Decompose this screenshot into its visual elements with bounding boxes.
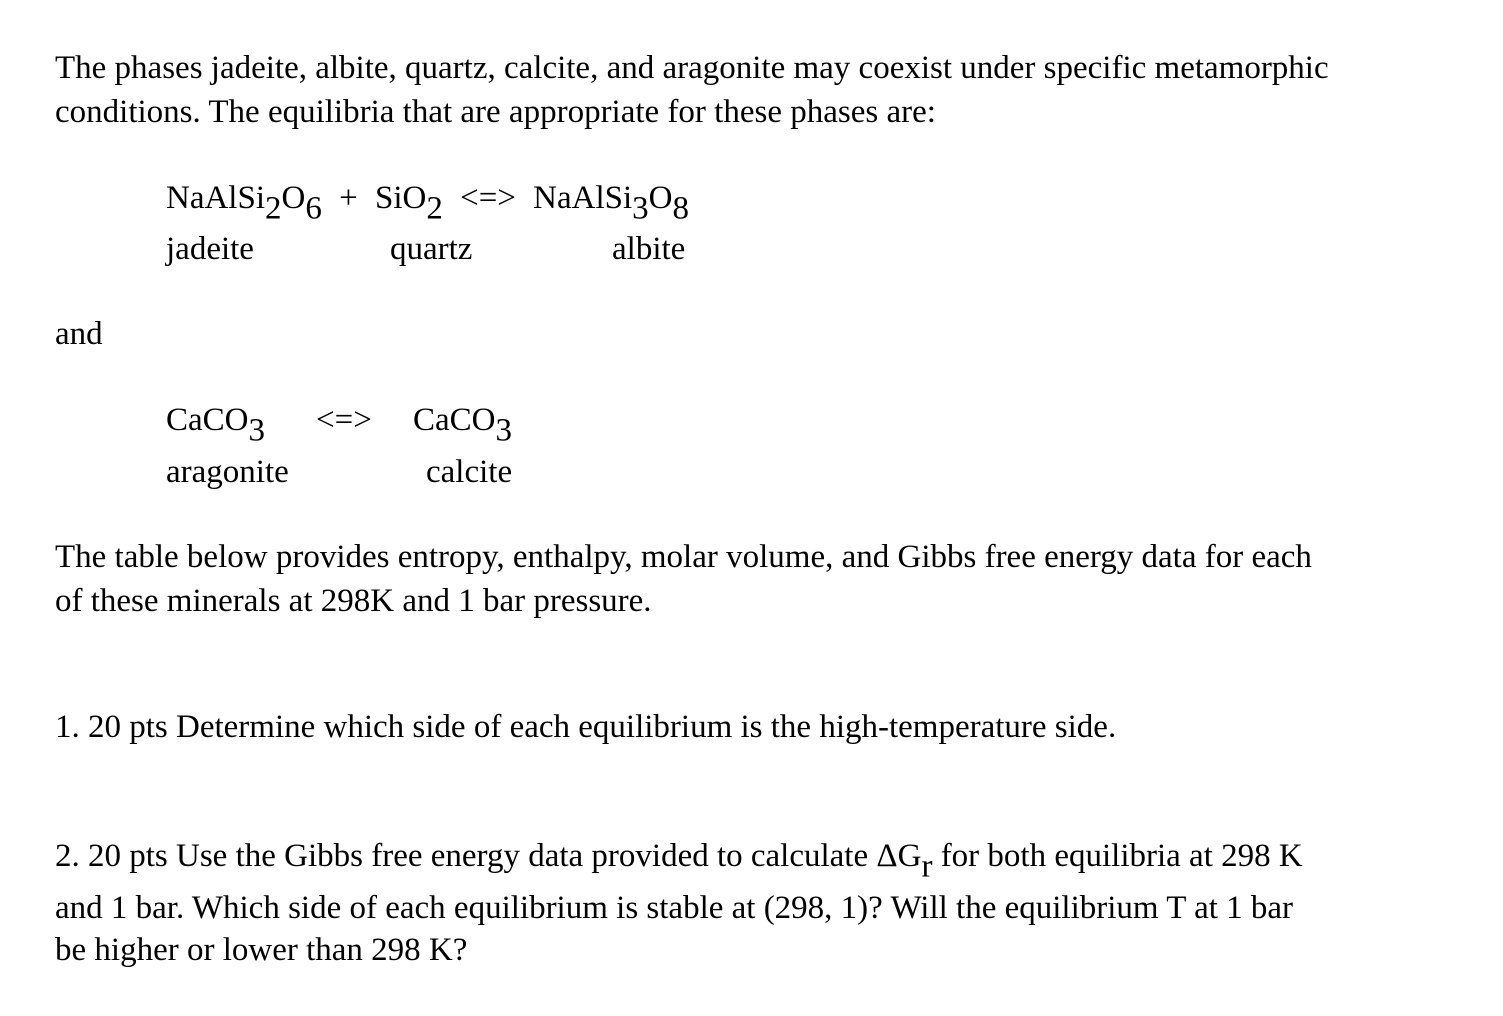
question-2-line-3: be higher or lower than 298 K? [55, 932, 468, 968]
equilibrium-arrow-2: <=> [316, 402, 372, 438]
question-1: 1. 20 pts Determine which side of each equilibrium is the high-temperature side. [55, 709, 1117, 745]
jadeite-formula: $NaAlSi_2O_6$ [166, 180, 322, 227]
label-albite: albite [612, 231, 686, 267]
question-2-line-2: and 1 bar. Which side of each equilibrium is stable at (298, 1)? Will the equilibrium T at 1 bar [55, 890, 1294, 926]
intro-line-1: The phases jadeite, albite, quartz, calcite, and aragonite may coexist under specific metamorphic [55, 50, 1329, 86]
plus-sign: + [339, 180, 358, 216]
label-quartz: quartz [390, 231, 473, 267]
table-note-line-1: The table below provides entropy, enthalpy, molar volume, and Gibbs free energy data for each [55, 539, 1312, 575]
connector-and: and [55, 316, 103, 352]
equilibrium-arrow: <=> [460, 180, 516, 216]
intro-line-2: conditions. The equilibria that are appropriate for these phases are: [55, 94, 936, 130]
quartz-formula: SiO$_2$ [374, 180, 443, 227]
label-calcite: calcite [426, 454, 513, 490]
equilibrium-1-equation [166, 180, 690, 227]
table-note-line-2: of these minerals at 298K and 1 bar pressure. [55, 583, 652, 619]
label-jadeite: jadeite [166, 231, 254, 267]
aragonite-formula: CaCO$_3$ [166, 402, 265, 449]
label-aragonite: aragonite [166, 454, 289, 490]
albite-formula: $NaAlSi_3O_8$ [533, 180, 690, 227]
question-2-line-1: 2. 20 pts Use the Gibbs free energy data provided to calculate $\Delta G_r$ for both equilibria at 298 K [55, 838, 1303, 885]
calcite-formula: CaCO$_3$ [413, 402, 512, 449]
